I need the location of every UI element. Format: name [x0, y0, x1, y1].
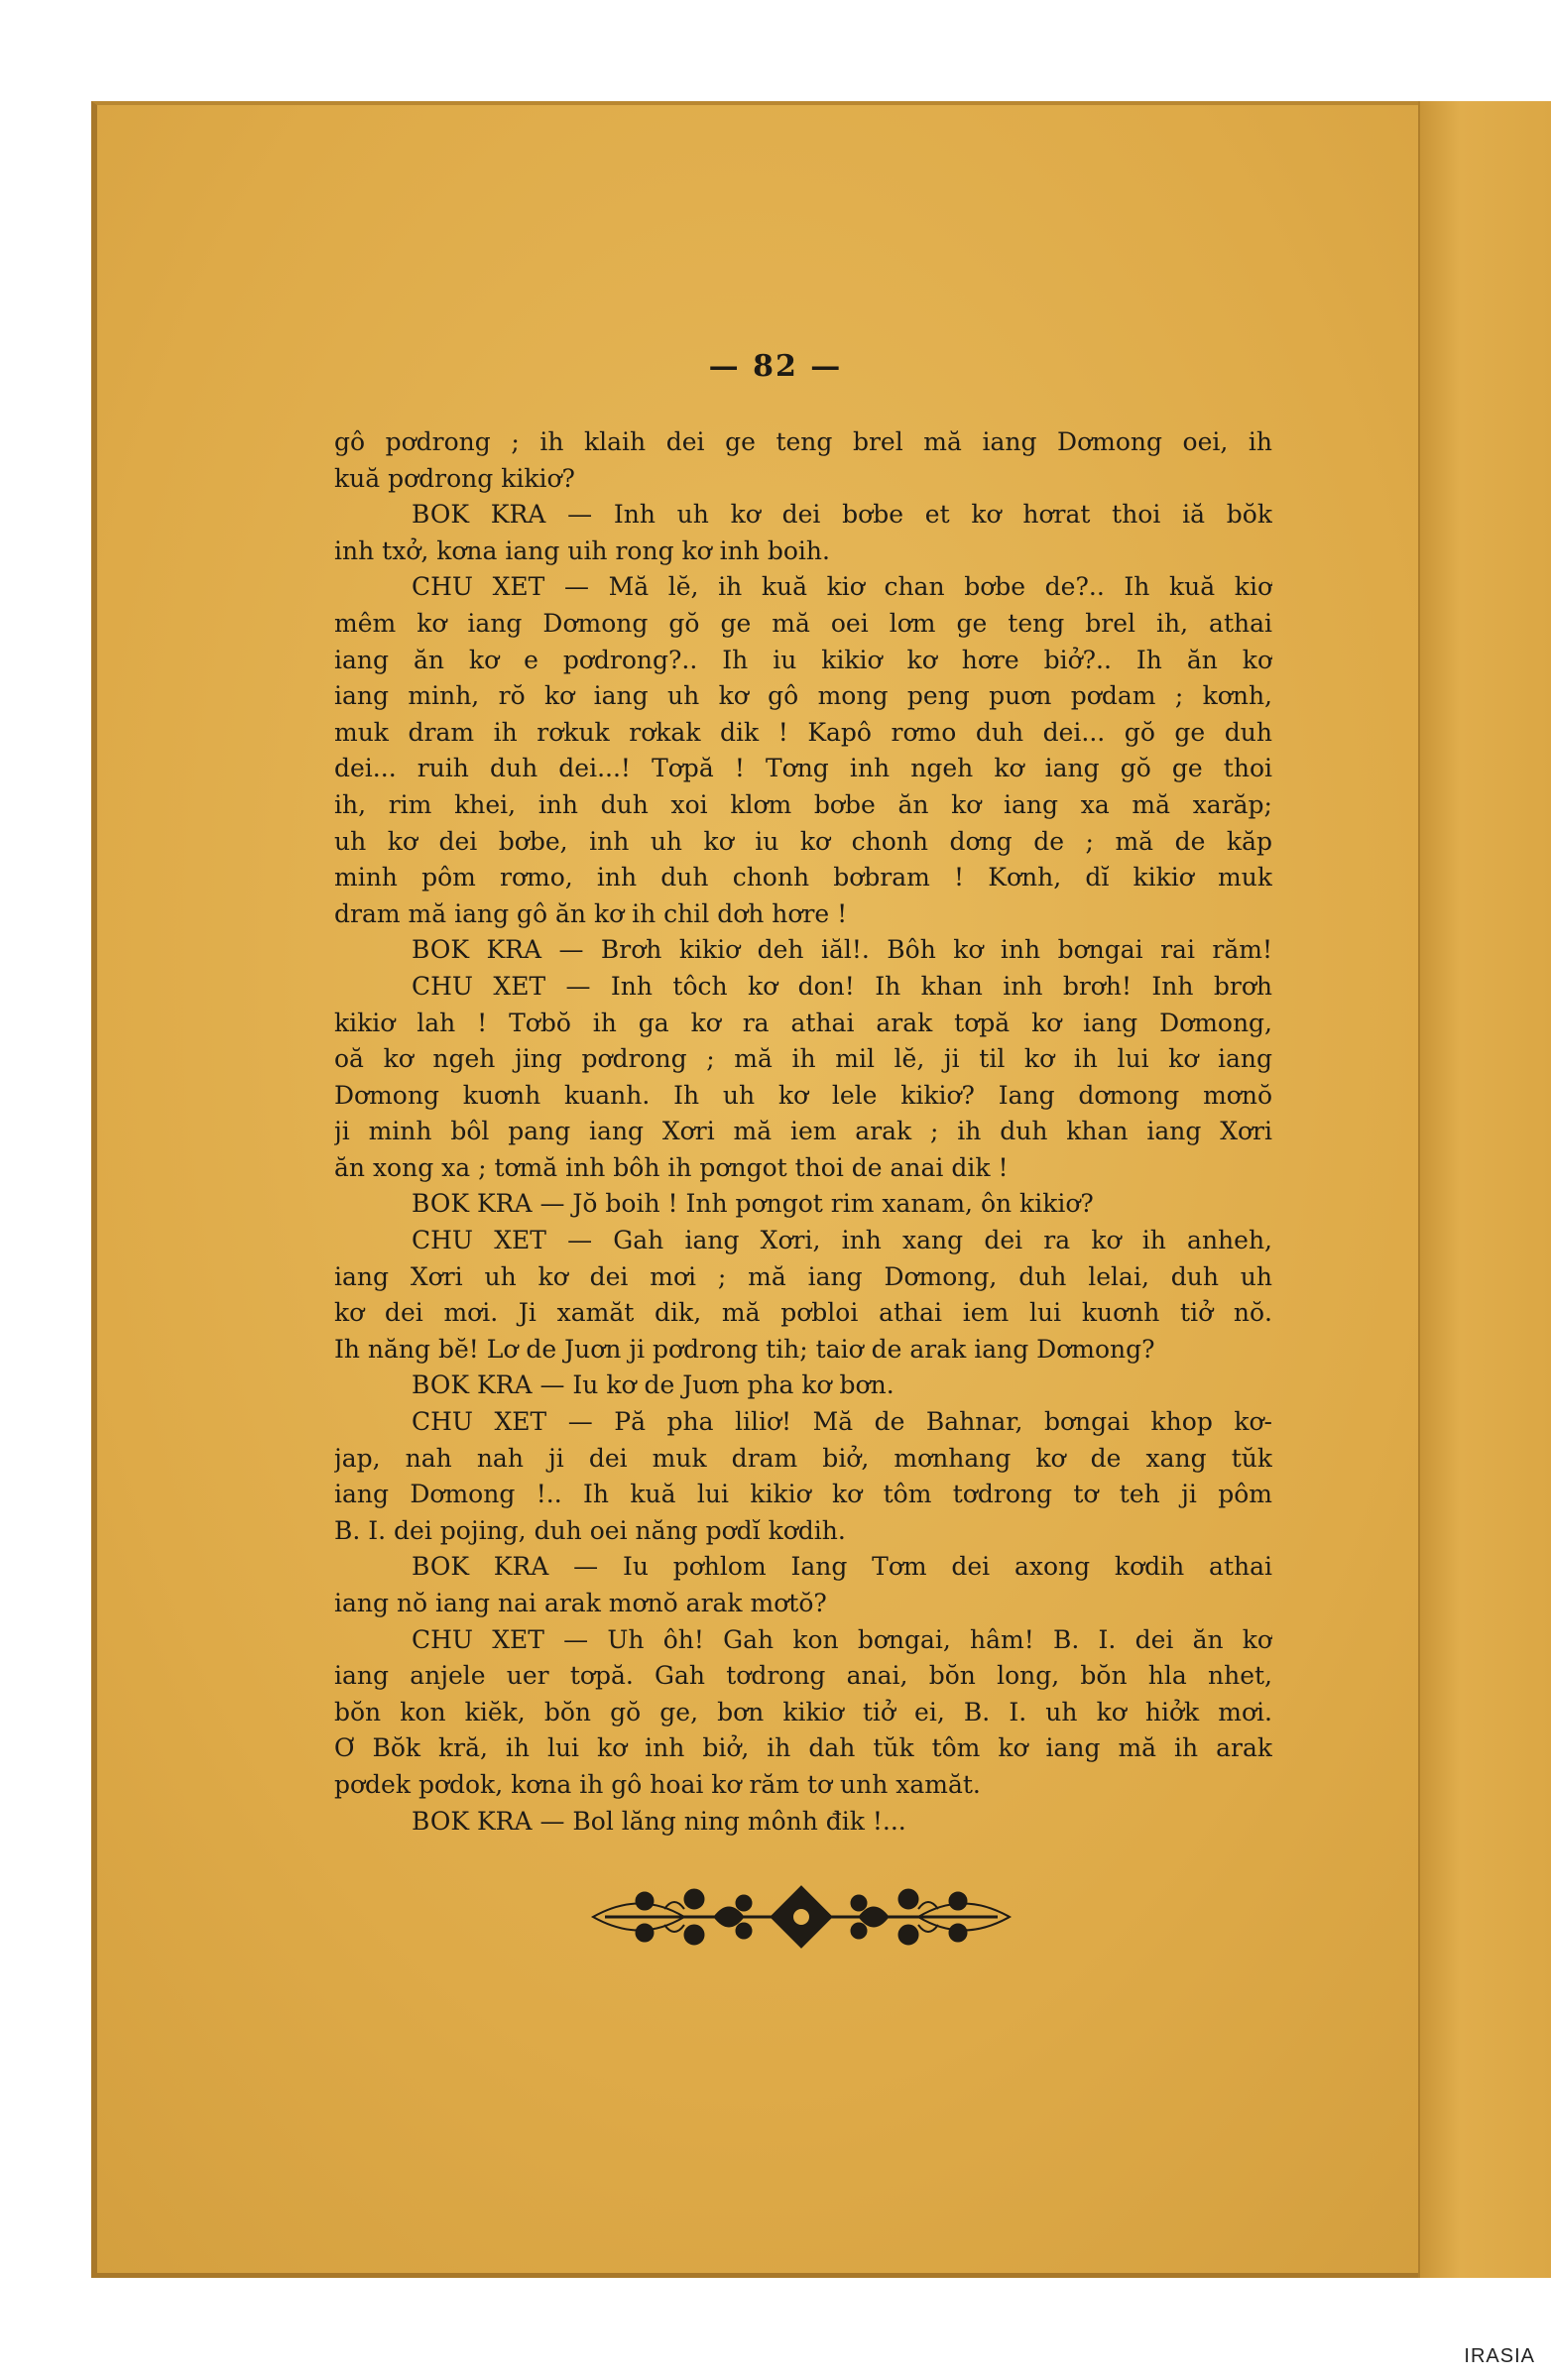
- text-line: dram mă iang gô ăn kơ ih chil dơh hơre !: [334, 898, 848, 928]
- text-line: uh kơ dei bơbe, inh uh kơ iu kơ chonh dơng de ; mă de kăp: [334, 826, 1272, 856]
- text-line: B. I. dei pojing, duh oei năng pơdĭ kơdih.: [334, 1515, 846, 1545]
- text-line: iang nŏ iang nai arak mơnŏ arak mơtŏ?: [334, 1589, 827, 1617]
- text-line: inh txở, kơna iang uih rong kơ inh boih.: [334, 536, 830, 565]
- body-text: [334, 424, 1272, 1840]
- text-line: Ơ Bŏk kră, ih lui kơ inh biở, ih dah tŭk tôm kơ iang mă ih arak: [334, 1733, 1272, 1763]
- text-line: oă kơ ngeh jing pơdrong ; mă ih mil lĕ, ji til kơ ih lui kơ iang: [334, 1044, 1272, 1074]
- text-line: iang Xơri uh kơ dei mơi ; mă iang Dơmong, duh lelai, duh uh: [334, 1261, 1272, 1291]
- text-line: Ih năng bĕ! Lơ de Juơn ji pơdrong tih; taiơ de arak iang Dơmong?: [334, 1334, 1155, 1364]
- text-line: ih, rim khei, inh duh xoi klơm bơbe ăn kơ iang xa mă xarăp;: [334, 789, 1272, 819]
- decorative-ornament: [585, 1879, 1017, 1955]
- text-line: BOK KRA — Jŏ boih ! Inh pơngot rim xanam, ôn kikiơ?: [412, 1189, 1094, 1219]
- text-line: BOK KRA — Inh uh kơ dei bơbe et kơ hơrat thoi iă bŏk: [412, 500, 1272, 530]
- text-line: BOK KRA — Iu pơhlom Iang Tơm dei axong kơdih athai: [412, 1552, 1272, 1582]
- text-line: bŏn kon kiĕk, bŏn gŏ ge, bơn kikiơ tiở ei, B. I. uh kơ hiởk mơi.: [334, 1697, 1272, 1726]
- text-line: BOK KRA — Bol lăng ning mônh đik !...: [412, 1806, 906, 1836]
- text-line: minh pôm rơmo, inh duh chonh bơbram ! Kơnh, dĭ kikiơ muk: [334, 863, 1272, 892]
- text-line: ji minh bôl pang iang Xơri mă iem arak ; ih duh khan iang Xơri: [334, 1117, 1272, 1146]
- text-line: CHU XET — Gah iang Xơri, inh xang dei ra kơ ih anheh,: [412, 1226, 1272, 1255]
- text-line: CHU XET — Uh ôh! Gah kon bơngai, hâm! B. I. dei ăn kơ: [412, 1624, 1272, 1654]
- text-line: ăn xong xa ; tơmă inh bôh ih pơngot thoi de anai dik !: [334, 1152, 1009, 1182]
- text-line: Dơmong kuơnh kuanh. Ih uh kơ lele kikiơ? Iang dơmong mơnŏ: [334, 1080, 1272, 1110]
- text-line: iang anjele uer tơpă. Gah tơdrong anai, bŏn long, bŏn hla nhet,: [334, 1661, 1272, 1691]
- text-line: mêm kơ iang Dơmong gŏ ge mă oei lơm ge teng brel ih, athai: [334, 608, 1272, 638]
- page-fold-edge: [1418, 101, 1551, 2278]
- page-number: — 82 —: [708, 349, 843, 384]
- text-line: iang minh, rŏ kơ iang uh kơ gô mong peng puơn pơdam ; kơnh,: [334, 681, 1272, 711]
- text-line: kơ dei mơi. Ji xamăt dik, mă pơbloi athai iem lui kuơnh tiở nŏ.: [334, 1298, 1272, 1328]
- text-line: CHU XET — Mă lĕ, ih kuă kiơ chan bơbe de?.. Ih kuă kiơ: [412, 572, 1272, 602]
- text-line: muk dram ih rơkuk rơkak dik ! Kapô rơmo duh dei... gŏ ge duh: [334, 717, 1272, 747]
- text-line: dei... ruih duh dei...! Tơpă ! Tơng inh ngeh kơ iang gŏ ge thoi: [334, 754, 1272, 783]
- text-line: BOK KRA — Iu kơ de Juơn pha kơ bơn.: [412, 1370, 895, 1400]
- text-line: iang Dơmong !.. Ih kuă lui kikiơ kơ tôm tơdrong tơ teh ji pôm: [334, 1480, 1272, 1509]
- text-line: kikiơ lah ! Tơbŏ ih ga kơ ra athai arak tơpă kơ iang Dơmong,: [334, 1008, 1272, 1037]
- text-line: CHU XET — Pă pha liliơ! Mă de Bahnar, bơngai khop kơ-: [412, 1407, 1272, 1437]
- watermark: IRASIA: [1464, 2345, 1535, 2367]
- text-line: pơdek pơdok, kơna ih gô hoai kơ răm tơ unh xamăt.: [334, 1769, 981, 1799]
- text-line: BOK KRA — Brơh kikiơ deh iăl!. Bôh kơ inh bơngai rai răm!: [412, 935, 1272, 965]
- text-line: jap, nah nah ji dei muk dram biở, mơnhang kơ de xang tŭk: [334, 1443, 1272, 1473]
- text-line: gô pơdrong ; ih klaih dei ge teng brel mă iang Dơmong oei, ih: [334, 427, 1272, 456]
- text-line: iang ăn kơ e pơdrong?.. Ih iu kikiơ kơ hơre biở?.. Ih ăn kơ: [334, 645, 1272, 674]
- text-line: kuă pơdrong kikiơ?: [334, 463, 575, 493]
- text-line: CHU XET — Inh tôch kơ don! Ih khan inh brơh! Inh brơh: [412, 971, 1272, 1001]
